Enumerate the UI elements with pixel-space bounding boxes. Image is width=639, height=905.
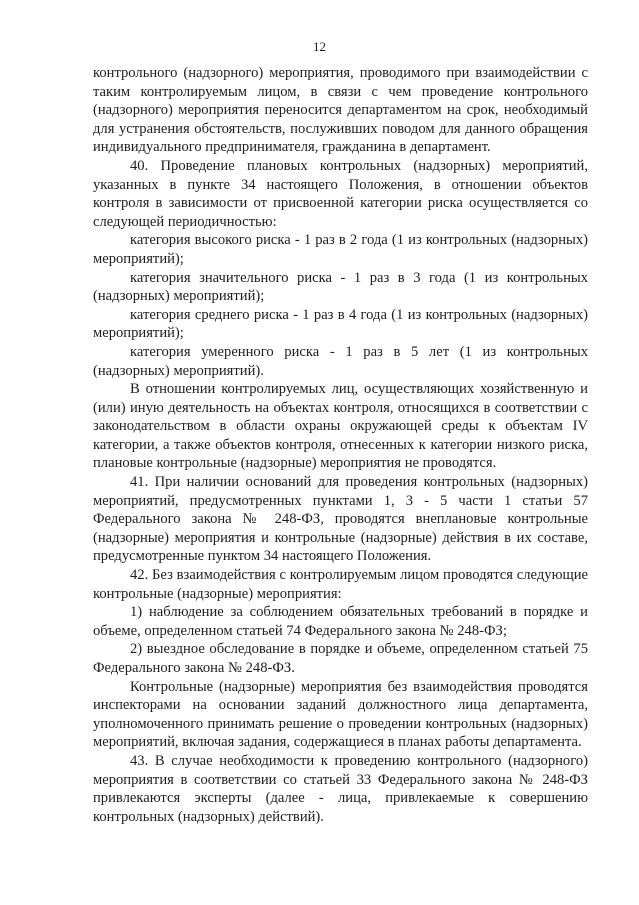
list-item-field-survey: 2) выездное обследование в порядке и объеме, определенном статьей 75 Федерального закона № 248-ФЗ. (93, 641, 588, 676)
paragraph-item-42: 42. Без взаимодействия с контролируемым лицом проводятся следующие контрольные (надзорные) мероприятия: (93, 567, 588, 602)
paragraph-item-41: 41. При наличии оснований для проведения контрольных (надзорных) мероприятий, предусмотренных пунктами 1, 3 - 5 части 1 статьи 57 Федерального закона № 248-ФЗ, проводятся внеплановые контрольные (надзорные) мероприятия и контрольные (надзорные) действия в их составе, предусмотренные пунктом 34 настоящего Положения. (93, 474, 588, 565)
paragraph-item-40: 40. Проведение плановых контрольных (надзорных) мероприятий, указанных в пункте 34 настоящего Положения, в отношении объектов контроля в зависимости от присвоенной категории риска осуществляется со следующей периодичностью: (93, 157, 588, 230)
paragraph-item-43: 43. В случае необходимости к проведению контрольного (надзорного) мероприятия в соответствии со статьей 33 Федерального закона № 248-ФЗ привлекаются эксперты (далее - лица, привлекаемые к совершению контрольных (надзорных) действий). (93, 752, 588, 825)
list-item-medium-risk: категория среднего риска - 1 раз в 4 года (1 из контрольных (надзорных) мероприятий); (93, 306, 588, 342)
list-item-significant-risk: категория значительного риска - 1 раз в 3 года (1 из контрольных (надзорных) мероприятий); (93, 269, 588, 305)
list-item-high-risk: категория высокого риска - 1 раз в 2 года (1 из контрольных (надзорных) мероприятий); (93, 232, 588, 267)
list-item-moderate-risk: категория умеренного риска - 1 раз в 5 лет (1 из контрольных (надзорных) мероприятий). (93, 343, 588, 379)
paragraph-inspectors: Контрольные (надзорные) мероприятия без взаимодействия проводятся инспекторами на основании заданий должностного лица департамента, уполномоченного принимать решение о проведении контрольных (надзорных) мероприятий, включая задания, содержащиеся в планах работы департамента. (93, 678, 588, 751)
page-number: 12 (313, 39, 326, 54)
paragraph-continuation: контрольного (надзорного) мероприятия, проводимого при взаимодействии с таким контролируемым лицом, в связи с чем проведение контрольного (надзорного) мероприятия переносится департаментом на срок, необходимый для устранения обстоятельств, послуживших поводом для данного обращения индивидуального предпринимателя, гражданина в департамент. (93, 65, 588, 156)
paragraph-low-risk: В отношении контролируемых лиц, осуществляющих хозяйственную и (или) иную деятельность на объектах контроля, относящихся в соответствии с законодательством в области охраны окружающей среды к объектам IV категории, а также объектов контроля, отнесенных к категории низкого риска, плановые контрольные (надзорные) мероприятия не проводятся. (93, 381, 588, 472)
document-body (93, 64, 588, 826)
list-item-observation: 1) наблюдение за соблюдением обязательных требований в порядке и объеме, определенном статьей 74 Федерального закона № 248-ФЗ; (93, 604, 588, 639)
